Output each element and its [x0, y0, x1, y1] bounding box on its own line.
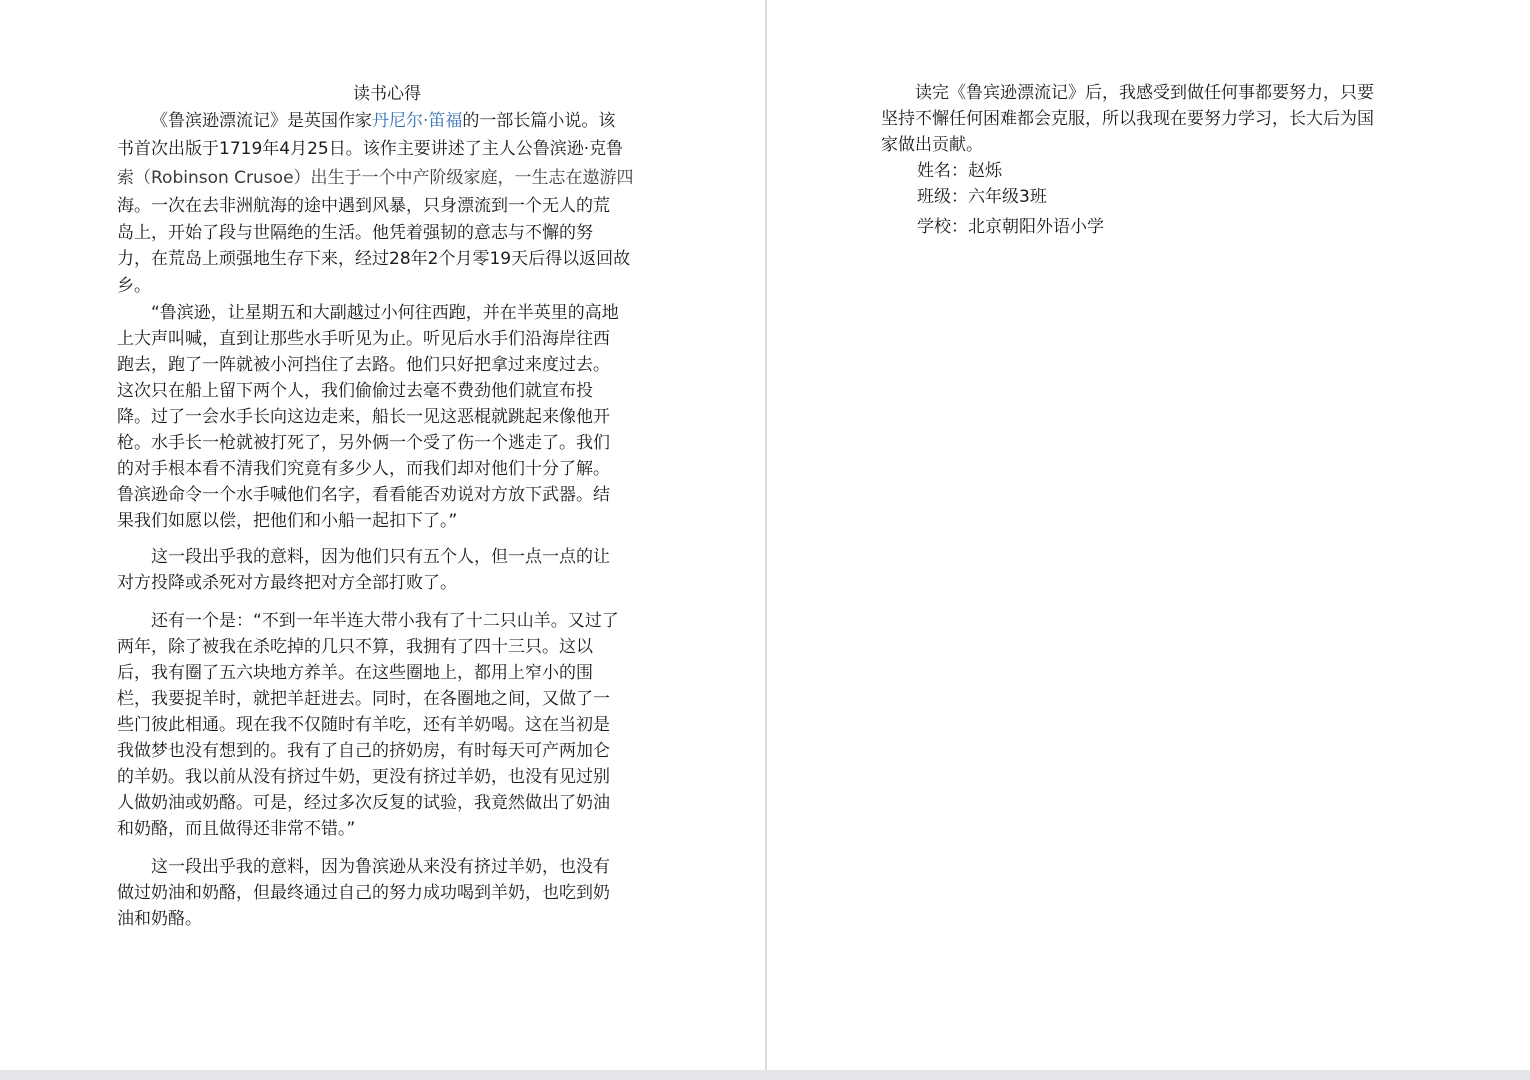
- paragraph-line: 鲁滨逊命令一个水手喊他们名字，看看能否劝说对方放下武器。结: [117, 485, 610, 505]
- paragraph-line: 读完《鲁宾逊漂流记》后，我感受到做任何事都要努力，只要: [915, 83, 1374, 103]
- text-run: 的一部长篇小说。该: [462, 111, 616, 131]
- paragraph-line: 还有一个是：“不到一年半连大带小我有了十二只山羊。又过了: [151, 611, 619, 631]
- paragraph-reflection-2: [117, 854, 657, 932]
- paragraph-line: 力，在荒岛上顽强地生存下来，经过28年2个月零19天后得以返回故: [117, 249, 631, 269]
- paragraph-spacer: [117, 596, 657, 608]
- paragraph-intro: [117, 108, 657, 300]
- paragraph-line: 油和奶酪。: [117, 909, 202, 929]
- paragraph-line: 岛上，开始了段与世隔绝的生活。他凭着强韧的意志与不懈的努: [117, 223, 593, 243]
- paragraph-line: 对方投降或杀死对方最终把对方全部打败了。: [117, 573, 457, 593]
- page-left-content: [117, 80, 657, 932]
- paragraph-line: 的对手根本看不清我们究竟有多少人，而我们却对他们十分了解。: [117, 459, 610, 479]
- paragraph-line: 家做出贡献。: [881, 135, 983, 155]
- paragraph-line: 两年，除了被我在杀吃掉的几只不算，我拥有了四十三只。这以: [117, 637, 593, 657]
- paragraph-spacer: [117, 534, 657, 544]
- paragraph-reflection-1: [117, 544, 657, 596]
- page-right-content: [881, 80, 1426, 240]
- paragraph-line: 上大声叫喊，直到让那些水手听见为止。听见后水手们沿海岸往西: [117, 329, 610, 349]
- paragraph-line: 这一段出乎我的意料，因为他们只有五个人，但一点一点的让: [151, 547, 610, 567]
- paragraph-line: 这一段出乎我的意料，因为鲁滨逊从来没有挤过羊奶，也没有: [151, 857, 610, 877]
- paragraph-line: 乡。: [117, 276, 151, 296]
- info-school: [881, 214, 1426, 240]
- paragraph-line: 索（Robinson Crusoe）出生于一个中产阶级家庭，一生志在遨游四: [117, 168, 634, 188]
- info-value: 北京朝阳外语小学: [968, 217, 1104, 237]
- paragraph-line: [117, 108, 657, 134]
- paragraph-line: 的羊奶。我以前从没有挤过牛奶，更没有挤过羊奶，也没有见过别: [117, 767, 610, 787]
- author-link[interactable]: 丹尼尔·笛福: [372, 111, 463, 131]
- info-value: 赵烁: [968, 161, 1002, 181]
- paragraph-line: 我做梦也没有想到的。我有了自己的挤奶房，有时每天可产两加仑: [117, 741, 610, 761]
- paragraph-line: 做过奶油和奶酪，但最终通过自己的努力成功喝到羊奶，也吃到奶: [117, 883, 610, 903]
- paragraph-line: 些门彼此相通。现在我不仅随时有羊吃，还有羊奶喝。这在当初是: [117, 715, 610, 735]
- paragraph-spacer: [117, 842, 657, 854]
- paragraph-line: 海。一次在去非洲航海的途中遇到风暴，只身漂流到一个无人的荒: [117, 196, 610, 216]
- page-right: [767, 0, 1530, 1070]
- info-class: [881, 184, 1426, 210]
- info-label: 班级：: [917, 187, 968, 207]
- info-label: 姓名：: [917, 161, 968, 181]
- paragraph-line: 人做奶油或奶酪。可是，经过多次反复的试验，我竟然做出了奶油: [117, 793, 610, 813]
- paragraph-line: 果我们如愿以偿，把他们和小船一起扣下了。”: [117, 511, 458, 531]
- paragraph-line: 枪。水手长一枪就被打死了，另外俩一个受了伤一个逃走了。我们: [117, 433, 610, 453]
- paragraph-line: 降。过了一会水手长向这边走来，船长一见这恶棍就跳起来像他开: [117, 407, 610, 427]
- paragraph-conclusion: [881, 80, 1426, 158]
- document-title: 读书心得: [353, 84, 421, 104]
- paragraph-line: 栏，我要捉羊时，就把羊赶进去。同时，在各圈地之间，又做了一: [117, 689, 610, 709]
- paragraph-line: 这次只在船上留下两个人，我们偷偷过去毫不费劲他们就宣布投: [117, 381, 593, 401]
- author-info: [881, 158, 1426, 240]
- paragraph-line: 后，我有圈了五六块地方养羊。在这些圈地上，都用上窄小的围: [117, 663, 593, 683]
- info-name: [881, 158, 1426, 184]
- paragraph-quote-2: [117, 608, 657, 842]
- paragraph-line: 坚持不懈任何困难都会克服，所以我现在要努力学习，长大后为国: [881, 109, 1374, 129]
- paragraph-line: 和奶酪，而且做得还非常不错。”: [117, 819, 356, 839]
- paragraph-line: “鲁滨逊，让星期五和大副越过小何往西跑，并在半英里的高地: [151, 303, 619, 323]
- text-run: 《鲁滨逊漂流记》是英国作家: [151, 111, 372, 131]
- paragraph-line: 书首次出版于1719年4月25日。该作主要讲述了主人公鲁滨逊·克鲁: [117, 139, 624, 159]
- info-label: 学校：: [917, 217, 968, 237]
- page-bottom-edge: [0, 1070, 1530, 1080]
- paragraph-quote-1: [117, 300, 657, 534]
- paragraph-line: 跑去，跑了一阵就被小河挡住了去路。他们只好把拿过来度过去。: [117, 355, 610, 375]
- page-left: [0, 0, 765, 1070]
- info-value: 六年级3班: [968, 187, 1047, 207]
